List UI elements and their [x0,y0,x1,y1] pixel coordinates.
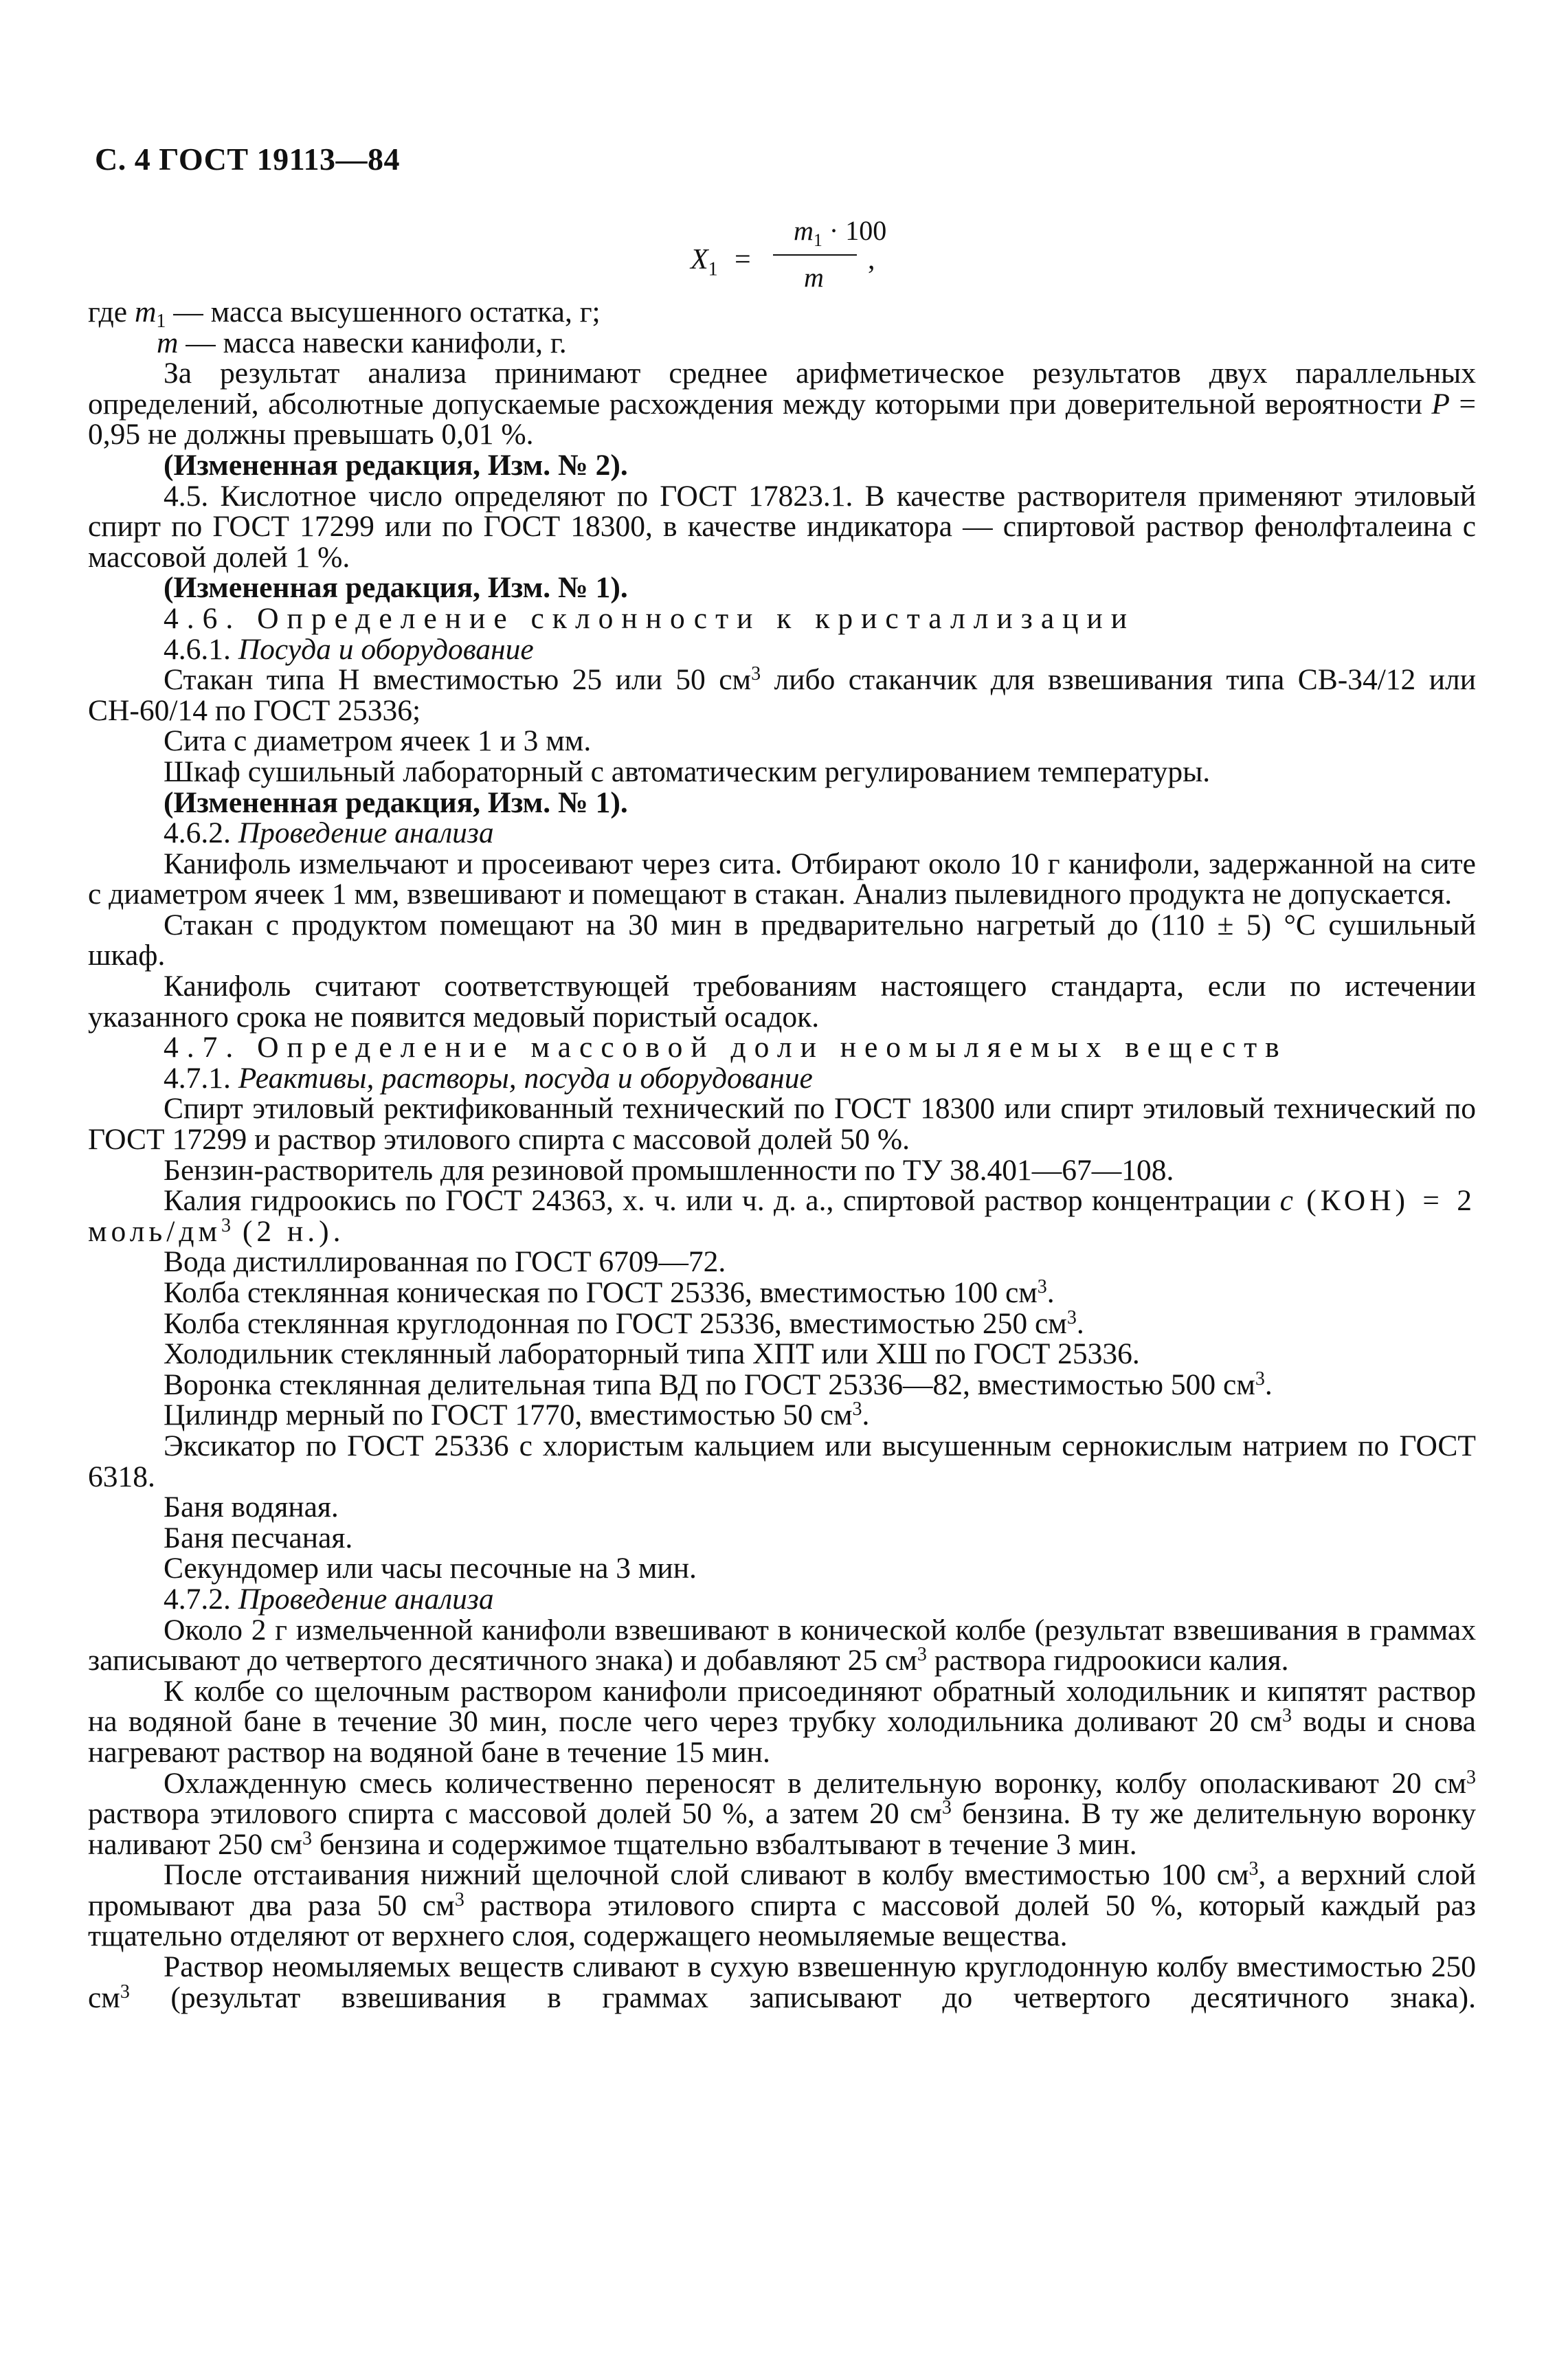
paragraph-koh [88,1185,1476,1247]
superscript: 3 [751,663,761,685]
paragraph-sieves: Сита с диаметром ячеек 1 и 3 мм. [164,724,592,758]
text-fragment: Стакан типа Н вместимостью 25 или 50 см [164,663,752,697]
text-fragment: раствора этилового спирта с массовой долей 50 %, а затем 20 см [88,1797,942,1831]
text-fragment: раствора этилового спирта с массовой долей 50 %, который каждый раз тщательно отделяют от верхнего слоя, содержащего неомыляемые вещества. [88,1888,1476,1953]
paragraph-4-5: 4.5. Кислотное число определяют по ГОСТ 17823.1. В качестве растворителя применяют этиловый спирт по ГОСТ 17299 или по ГОСТ 18300, в качестве индикатора — спиртовой раствор фенолфталеина с массовой долей 1 %. [88,479,1476,574]
formula-num-rest: · 100 [822,215,887,246]
text-fragment: Калия гидроокись по ГОСТ 24363, х. ч. или ч. д. а., спиртовой раствор концентрации [164,1184,1280,1218]
paragraph-settling [88,1860,1476,1952]
text-fragment: Колба стеклянная круглодонная по ГОСТ 25336, вместимостью 250 см [164,1306,1067,1340]
text-fragment: . [862,1398,870,1432]
subsection-heading-4-6-1 [88,634,1476,665]
amendment-note: (Измененная редакция, Изм. № 1). [164,571,628,605]
superscript: 3 [1466,1766,1476,1788]
variable-m: m [135,296,157,328]
paragraph-oven: Шкаф сушильный лабораторный с автоматическим регулированием температуры. [164,755,1211,788]
text-fragment: раствора гидроокиси калия. [926,1644,1289,1677]
text-fragment: — масса навески канифоли, г. [178,326,567,359]
superscript: 3 [1066,1306,1077,1328]
paragraph-reflux [88,1676,1476,1768]
superscript: 3 [852,1398,862,1420]
paragraph-grinding: Канифоль измельчают и просеивают через сита. Отбирают около 10 г канифоли, задержанной на сите с диаметром ячеек 1 мм, взвешивают и помещают в стакан. Анализ пылевидного продукта не допускается. [88,847,1476,911]
variable-c: с [1279,1184,1293,1218]
paragraph-petrol: Бензин-растворитель для резиновой промышленности по ТУ 38.401—67—108. [164,1153,1174,1187]
paragraph-stopwatch: Секундомер или часы песочные на 3 мин. [164,1552,697,1585]
subsection-heading-4-7-1 [88,1063,1476,1094]
subsection-number: 4.6.2. [164,816,238,850]
superscript: 3 [1281,1705,1292,1727]
superscript: 3 [917,1644,927,1666]
formula-lhs-var: X [691,244,708,276]
variable-m: m [157,326,179,359]
text-fragment: Цилиндр мерный по ГОСТ 1770, вместимостью 50 см [164,1398,853,1432]
formula-num-var: m [794,215,814,246]
variable-p: Р [1431,387,1450,421]
paragraph-condenser: Холодильник стеклянный лабораторный типа ХПТ или ХШ по ГОСТ 25336. [164,1337,1140,1371]
section-heading-4-7: 4.7. Определение массовой доли неомыляемых веществ [164,1031,1288,1064]
superscript: 3 [1037,1276,1047,1297]
subsection-title: Реактивы, растворы, посуда и оборудование [238,1061,813,1095]
text-fragment: бензина и содержимое тщательно взбалтывают в течение 3 мин. [312,1827,1137,1861]
paragraph-water-bath: Баня водяная. [164,1491,339,1524]
text-fragment: Около 2 г измельченной канифоли взвешивают в конической колбе (результат взвешивания в граммах записывают до четвертого десятичного знака) и добавляют 25 см [88,1613,1476,1677]
text-fragment: Воронка стеклянная делительная типа ВД по ГОСТ 25336—82, вместимостью 500 см [164,1368,1255,1401]
document-body [88,297,1476,2013]
text-fragment: . [1046,1276,1055,1309]
subsection-heading-4-7-2 [88,1584,1476,1615]
text-fragment: Раствор неомыляемых веществ сливают в сухую взвешенную круглодонную колбу вместимостью 250 см [88,1950,1476,2014]
paragraph-sand-bath: Баня песчаная. [164,1521,353,1554]
paragraph-result [88,358,1476,450]
paragraph-desiccator: Эксикатор по ГОСТ 25336 с хлористым кальцием или высушенным сернокислым натрием по ГОСТ 6318. [88,1429,1476,1493]
formula-equals: = [735,244,751,276]
text-fragment: воды и снова нагревают раствор на водяной бане в течение 15 мин. [88,1705,1476,1769]
paragraph-separation [88,1768,1476,1860]
subscript: 1 [156,311,166,332]
text-fragment: , а верхний слой промывают два раза 50 см [88,1858,1477,1922]
subsection-title: Проведение анализа [238,816,494,850]
superscript: 3 [221,1214,231,1236]
subsection-number: 4.7.1. [164,1061,238,1095]
amendment-note: (Измененная редакция, Изм. № 2). [164,448,628,482]
text-fragment: = 0,95 не должны превышать 0,01 %. [88,387,1476,451]
paragraph-water: Вода дистиллированная по ГОСТ 6709—72. [164,1245,726,1279]
subsection-number: 4.6.1. [164,632,238,666]
paragraph-ethanol: Спирт этиловый ректификованный технический по ГОСТ 18300 или спирт этиловый технический по ГОСТ 17299 и раствор этилового спирта с массовой долей 50 %. [88,1092,1476,1157]
amendment-note: (Измененная редакция, Изм. № 1). [164,785,628,819]
paragraph-cylinder [88,1400,1476,1431]
subsection-heading-4-6-2 [88,818,1476,849]
superscript: 3 [941,1797,952,1819]
paragraph-conical-flask [88,1278,1476,1308]
text-fragment: (2 н.). [231,1214,345,1248]
text-fragment: . [1264,1368,1273,1401]
subsection-title: Посуда и оборудование [238,632,534,666]
text-fragment: либо стаканчик для взвешивания типа СВ-34/12 или СН-60/14 по ГОСТ 25336; [88,663,1476,727]
formula-denominator: m [804,262,824,293]
text-fragment: Охлажденную смесь количественно переносят в делительную воронку, колбу ополаскивают 20 см [164,1766,1466,1800]
paragraph-round-flask [88,1308,1476,1339]
text-fragment: К колбе со щелочным раствором канифоли присоединяют обратный холодильник и кипятят раствор на водяной бане в течение 30 мин, после чего через трубку холодильника доливают 20 см [88,1674,1476,1739]
paragraph-unsaponifiable [88,1952,1476,2013]
text-fragment: бензина. В ту же делительную воронку наливают 250 см [88,1797,1476,1861]
paragraph-funnel [88,1370,1476,1401]
subsection-title: Проведение анализа [238,1582,494,1616]
formula-lhs-sub: 1 [708,258,718,280]
text-fragment: (КОН) = 2 моль/дм [88,1184,1476,1248]
text-fragment: . [1076,1306,1084,1340]
paragraph-where-m1 [88,296,1476,332]
formula-comma: , [868,244,875,276]
text-fragment: После отстаивания нижний щелочной слой сливают в колбу вместимостью 100 см [164,1858,1249,1892]
text-fragment: где [88,296,135,328]
formula-num-sub: 1 [813,230,822,250]
text-fragment: (результат взвешивания в граммах записывают до четвертого десятичного знака). [129,1981,1476,2014]
subsection-number: 4.7.2. [164,1582,238,1616]
formula-fraction-bar [773,254,857,256]
formula-lhs [691,243,718,280]
paragraph-where-m [88,328,1476,359]
paragraph-beaker [88,665,1476,726]
text-fragment: За результат анализа принимают среднее арифметическое результатов двух параллельных определений, абсолютные допускаемые расхождения между которыми при доверительной вероятности [88,357,1476,421]
superscript: 3 [302,1827,312,1849]
page-header: С. 4 ГОСТ 19113—84 [95,142,401,177]
superscript: 3 [1248,1858,1259,1880]
superscript: 3 [1255,1368,1265,1390]
section-heading-4-6: 4.6. Определение склонности к кристаллизации [164,601,1135,635]
text-fragment: Колба стеклянная коническая по ГОСТ 25336, вместимостью 100 см [164,1276,1038,1309]
superscript: 3 [454,1888,464,1910]
text-fragment: — масса высушенного остатка, г; [166,296,601,328]
paragraph-heating: Стакан с продуктом помещают на 30 мин в предварительно нагретый до (110 ± 5) °С сушильный шкаф. [88,908,1476,972]
superscript: 3 [120,1981,130,2003]
paragraph-weighing [88,1615,1476,1676]
paragraph-conformity: Канифоль считают соответствующей требованиям настоящего стандарта, если по истечении указанного срока не появится медовый пористый осадок. [88,970,1476,1034]
